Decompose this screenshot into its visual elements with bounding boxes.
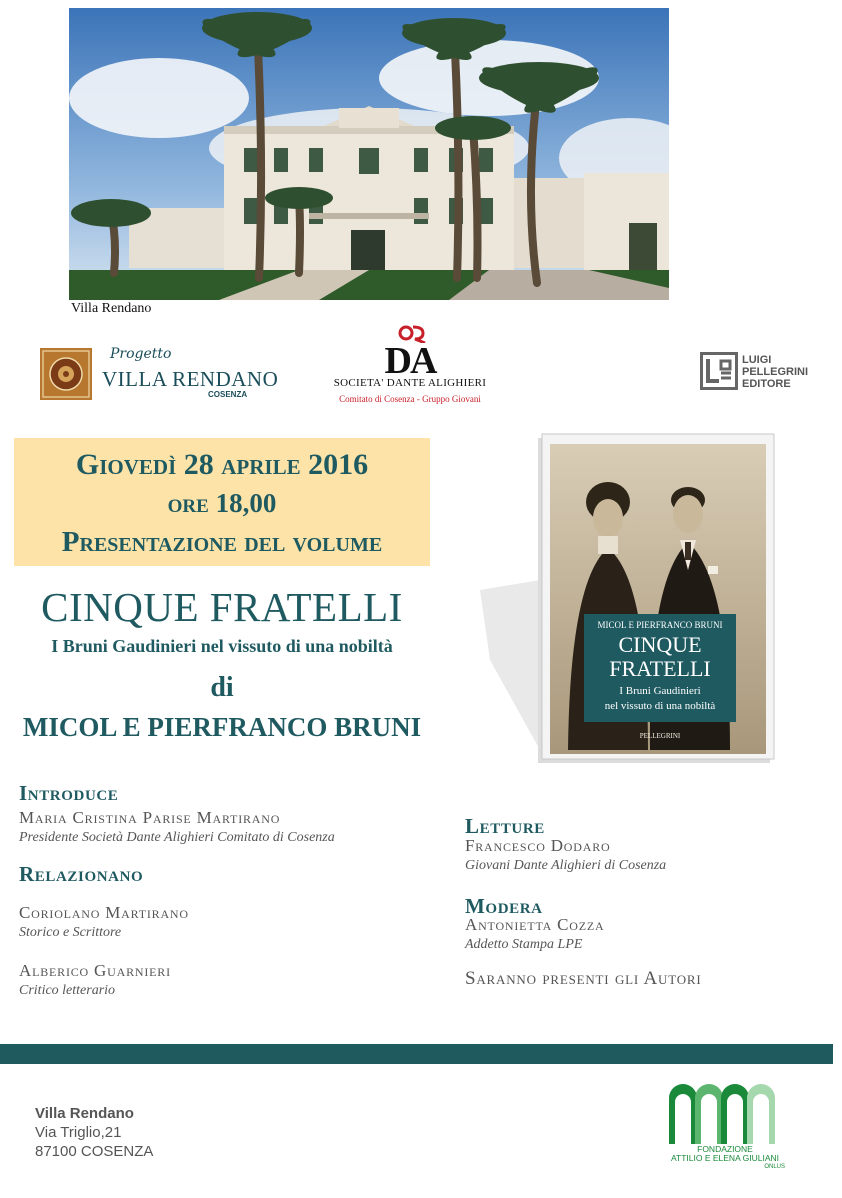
speaker-1-name: Coriolano Martirano (19, 903, 189, 922)
speaker-1-role: Storico e Scrittore (19, 925, 122, 940)
speaker-2-role: Critico letterario (19, 983, 116, 998)
pellegrini-editore-logo (700, 352, 810, 394)
cover-title-2: FRATELLI (609, 656, 711, 681)
lpe-mark-icon (700, 352, 738, 390)
villa-name: VILLA RENDANO (102, 367, 279, 391)
fondazione-line-3: ONLUS (764, 1164, 785, 1170)
introduce-heading: Introduce (19, 781, 119, 805)
lpe-line-2: PELLEGRINI (742, 366, 809, 378)
event-date: Giovedì 28 aprile 2016 (75, 448, 369, 481)
event-label: Presentazione del volume (61, 526, 383, 558)
book-cover-image (480, 430, 780, 770)
dante-letters: DA (384, 340, 436, 382)
introduce-role: Presidente Società Dante Alighieri Comitato di Cosenza (19, 830, 335, 845)
fondazione-line-2: ATTILIO E ELENA GIULIANI (670, 1153, 779, 1163)
photo-caption: Villa Rendano (71, 301, 152, 316)
event-time: ore 18,00 (167, 488, 277, 518)
book-di: di (210, 672, 234, 703)
fondazione-giuliani-logo (665, 1082, 785, 1172)
villa-city: COSENZA (208, 390, 248, 399)
cover-publisher: PELLEGRINI (639, 732, 681, 740)
venue-street: Via Triglio,21 (35, 1124, 122, 1141)
modera-heading: Modera (465, 894, 543, 918)
villa-photo (69, 8, 669, 300)
footer-bar (0, 1044, 833, 1064)
villa-rendano-logo (40, 346, 279, 406)
cover-subtitle-2: nel vissuto di una nobiltà (604, 700, 716, 712)
letture-name: Francesco Dodaro (465, 836, 611, 855)
relazionano-heading: Relazionano (19, 862, 144, 886)
venue-name: Villa Rendano (35, 1105, 134, 1122)
authors-present-note: Saranno presenti gli Autori (465, 968, 702, 989)
cover-subtitle-1: I Bruni Gaudinieri (619, 685, 701, 697)
cover-authors: MICOL E PIERFRANCO BRUNI (597, 620, 723, 630)
letture-heading: Letture (465, 814, 545, 838)
lpe-line-1: LUIGI (742, 354, 772, 366)
introduce-name: Maria Cristina Parise Martirano (19, 808, 281, 827)
fondazione-arches-icon (665, 1082, 785, 1144)
event-date-box (14, 438, 430, 566)
dante-alighieri-logo (325, 325, 495, 410)
cover-title-1: CINQUE (618, 632, 702, 657)
fondazione-line-1: FONDAZIONE (697, 1144, 753, 1154)
modera-name: Antonietta Cozza (465, 915, 605, 934)
dante-name: SOCIETA' DANTE ALIGHIERI (333, 377, 487, 389)
book-title: CINQUE FRATELLI (41, 584, 403, 630)
book-subtitle: I Bruni Gaudinieri nel vissuto di una nobiltà (51, 636, 393, 656)
modera-role: Addetto Stampa LPE (465, 937, 583, 952)
venue-city: 87100 COSENZA (35, 1143, 154, 1160)
speaker-2-name: Alberico Guarnieri (19, 961, 171, 980)
villa-progetto: Progetto (110, 346, 172, 362)
letture-role: Giovani Dante Alighieri di Cosenza (465, 858, 667, 873)
villa-emblem-icon (40, 348, 92, 400)
venue-address (35, 1104, 153, 1161)
dante-subtitle: Comitato di Cosenza - Gruppo Giovani (339, 394, 481, 404)
book-authors: MICOL E PIERFRANCO BRUNI (22, 712, 422, 742)
lpe-line-3: EDITORE (742, 378, 791, 390)
